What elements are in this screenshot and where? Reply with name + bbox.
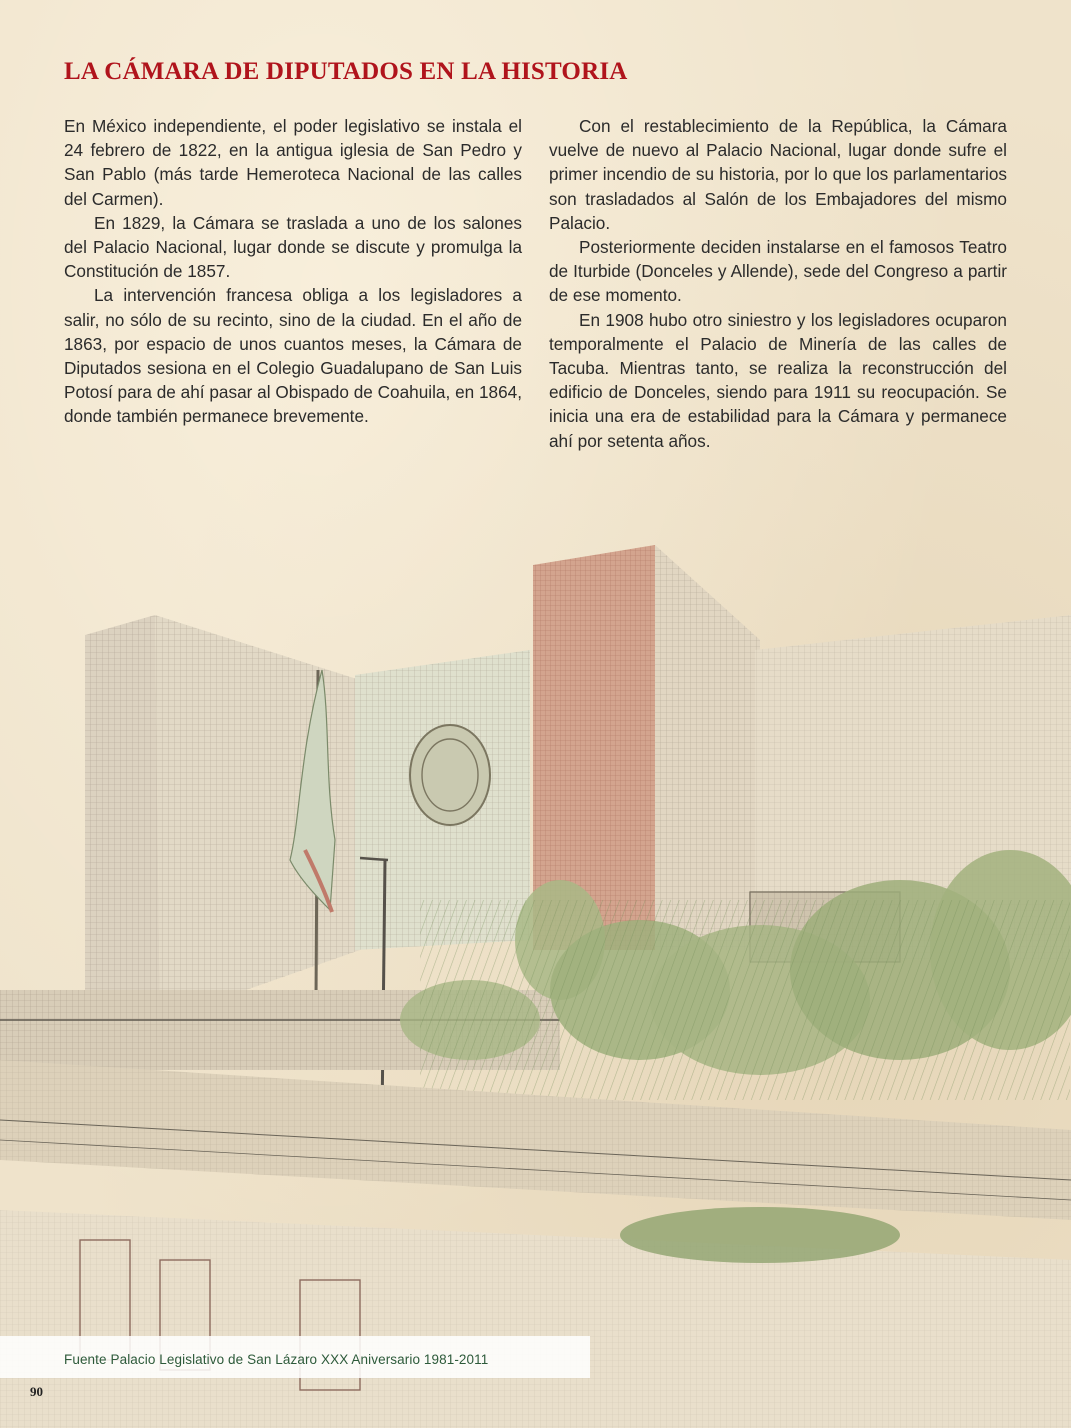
image-caption: Fuente Palacio Legislativo de San Lázaro XXX Aniversario 1981-2011 <box>64 1352 489 1367</box>
paragraph: Con el restablecimiento de la República, la Cámara vuelve de nuevo al Palacio Nacional, lugar donde sufre el primer incendio de su historia, por lo que los parlamentarios son trasladados al Salón de los Embajadores del mismo Palacio. <box>549 116 1007 233</box>
text-column-right <box>549 114 1007 453</box>
palacio-legislativo-illustration <box>0 520 1071 1428</box>
paragraph: En México independiente, el poder legislativo se instala el 24 febrero de 1822, en la antigua iglesia de San Pedro y San Pablo (más tarde Hemeroteca Nacional de las calles del Carmen). <box>64 116 522 209</box>
page-number: 90 <box>30 1384 43 1399</box>
text-column-left <box>64 114 522 429</box>
paragraph: En 1829, la Cámara se traslada a uno de los salones del Palacio Nacional, lugar donde se discute y promulga la Constitución de 1857. <box>64 212 522 282</box>
paragraph: La intervención francesa obliga a los legisladores a salir, no sólo de su recinto, sino de la ciudad. En el año de 1863, por espacio de unos cuantos meses, la Cámara de Diputados sesiona en el Colegio Guadalupano de San Luis Potosí para de ahí pasar al Obispado de Coahuila, en 1864, donde también permanece brevemente. <box>64 285 522 427</box>
foreground-building <box>0 1207 1071 1428</box>
page-title: LA CÁMARA DE DIPUTADOS EN LA HISTORIA <box>64 58 628 85</box>
paragraph: En 1908 hubo otro siniestro y los legisladores ocuparon temporalmente el Palacio de Minería de las calles de Tacuba. Mientras tanto, se realiza la reconstrucción del edificio de Donceles, siendo para 1911 su reocupación. Se inicia una era de estabilidad para la Cámara y permanece ahí por setenta años. <box>549 309 1007 451</box>
paragraph: Posteriormente deciden instalarse en el famosos Teatro de Iturbide (Donceles y Allende), sede del Congreso a partir de ese momento. <box>549 237 1007 306</box>
